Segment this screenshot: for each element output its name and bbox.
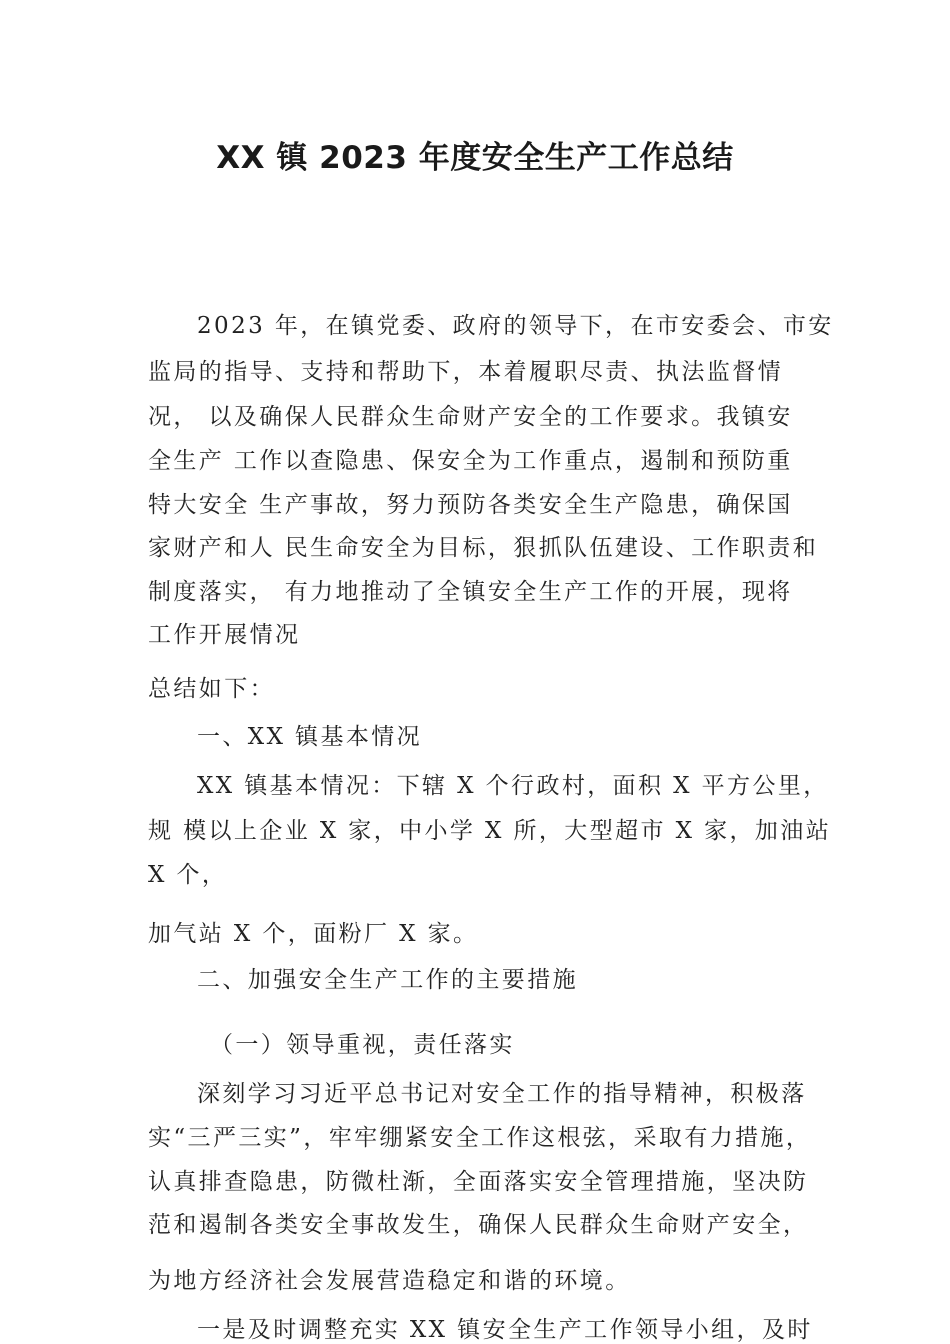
paragraph-line: 况， 以及确保人民群众生命财产安全的工作要求。我镇安 xyxy=(148,404,793,430)
paragraph-line: 为地方经济社会发展营造稳定和谐的环境。 xyxy=(148,1268,631,1294)
paragraph-line: 范和遏制各类安全事故发生，确保人民群众生命财产安全， xyxy=(148,1212,809,1238)
section-heading: 二、加强安全生产工作的主要措施 xyxy=(197,967,578,993)
paragraph-line: 2023 年，在镇党委、政府的领导下，在市安委会、市安 xyxy=(197,313,834,339)
paragraph-line: 实“三严三实”，牢牢绷紧安全工作这根弦，采取有力措施， xyxy=(148,1125,812,1151)
paragraph-line: 工作开展情况 xyxy=(148,622,301,648)
paragraph-line: 全生产 工作以查隐患、保安全为工作重点，遏制和预防重 xyxy=(148,448,793,474)
paragraph-line: XX 镇基本情况：下辖 X 个行政村，面积 X 平方公里， xyxy=(197,773,829,799)
section-heading: 一、XX 镇基本情况 xyxy=(197,724,423,750)
subsection-heading: （一）领导重视，责任落实 xyxy=(210,1032,515,1058)
paragraph-line: 规 模以上企业 X 家，中小学 X 所，大型超市 X 家，加油站 xyxy=(148,818,832,844)
paragraph-line: 一是及时调整充实 XX 镇安全生产工作领导小组，及时 xyxy=(197,1317,813,1343)
paragraph-line: 家财产和人 民生命安全为目标，狠抓队伍建设、工作职责和 xyxy=(148,535,819,561)
paragraph-line: 监局的指导、支持和帮助下，本着履职尽责、执法监督情 xyxy=(148,359,783,385)
paragraph-line: 认真排查隐患，防微杜渐，全面落实安全管理措施，坚决防 xyxy=(148,1169,809,1195)
paragraph-line: 加气站 X 个，面粉厂 X 家。 xyxy=(148,921,479,947)
paragraph-line: 总结如下： xyxy=(148,676,275,702)
paragraph-line: 深刻学习习近平总书记对安全工作的指导精神，积极落 xyxy=(197,1081,807,1107)
document-title: XX 镇 2023 年度安全生产工作总结 xyxy=(216,140,734,176)
paragraph-line: X 个， xyxy=(148,862,228,888)
paragraph-line: 制度落实， 有力地推动了全镇安全生产工作的开展，现将 xyxy=(148,579,793,605)
paragraph-line: 特大安全 生产事故，努力预防各类安全生产隐患，确保国 xyxy=(148,492,793,518)
